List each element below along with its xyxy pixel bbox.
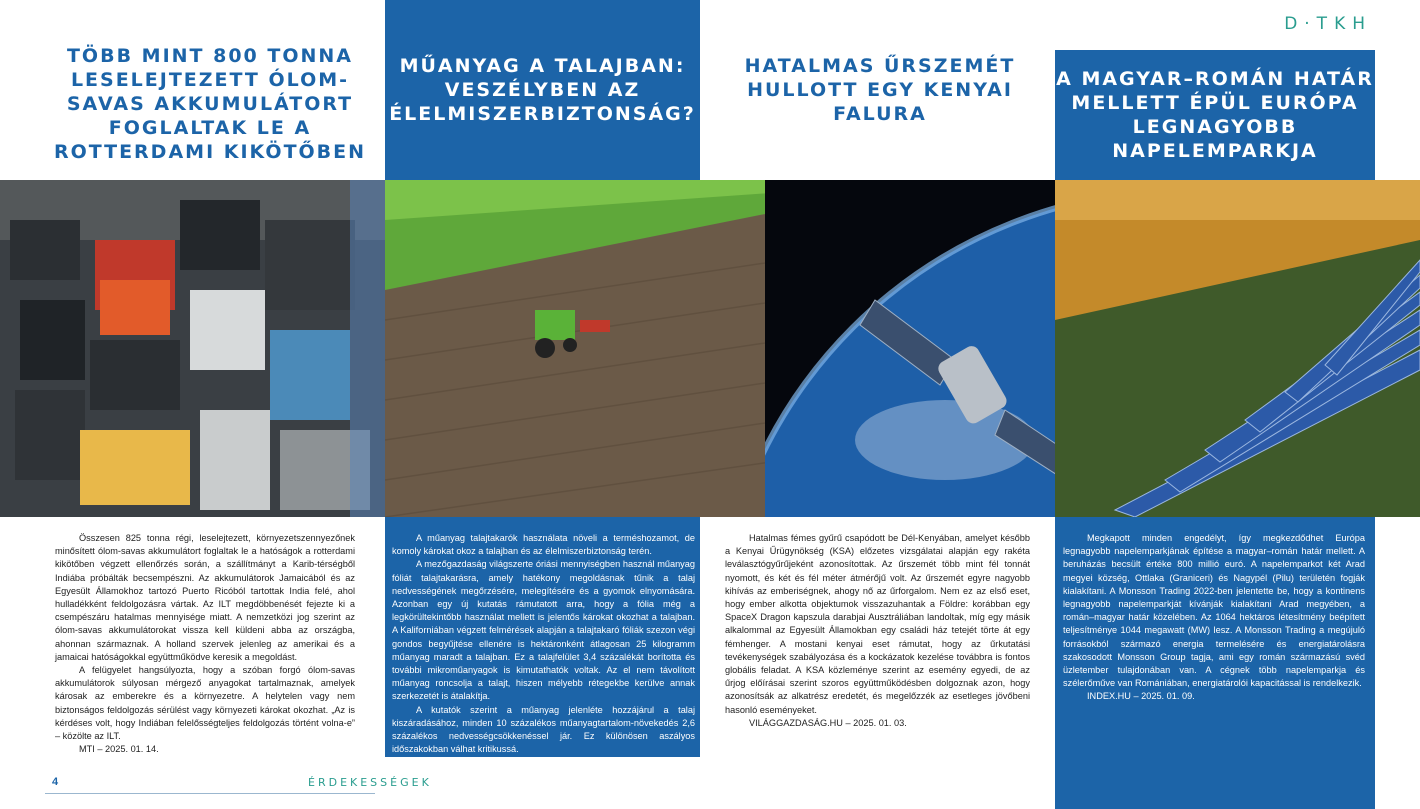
article-paragraph: Hatalmas fémes gyűrű csapódott be Dél-Kenyában, amelyet később a Kenyai Űrügynökség (KSA) előzetes vizsgálatai alapján egy rakéta leválasztógyűrűjeként azonosítottak. Az űrszemét több mint fél tonnát nyomott, és két és fél méter átmérőjű volt. Az űrszemét egyre nagyobb kihívás az emberiségnek, ahogy nő az űrforgalom. Nem ez az első eset, hogy ember alkotta objektumok visszazuhantak a Földre: korábban egy SpaceX Dragon kapszula darabjai Ausztráliában landoltak, míg egy másik alkalommal az Egyesült Államokban egy családi ház tetejét törte át egy fémhenger. A mostani kenyai eset rámutat, hogy az űrkutatási tevékenységek szabályozása és a kockázatok kezelése továbbra is fontos globális feladat. A KSA közleménye szerint az esemény egyedi, de az űrjog előírásai szerint szoros együttműködésben dolgoznak azon, hogy azonosítsák az alkatrész eredetét, és megelőzzék az esetleges jövőbeni hasonló eseményeket. bbox=[725, 533, 1030, 715]
footer-divider bbox=[45, 793, 375, 794]
article-source: VILÁGGAZDASÁG.HU – 2025. 01. 03. bbox=[749, 717, 907, 728]
article-paragraph: A mezőgazdaság világszerte óriási mennyiségben használ műanyag fóliát talajtakarásra, amely hatékony megoldásnak tűnik a talaj nedvességének megőrzésére, melegítésére és a gyomok elnyomására. Azonban egy új kutatás rámutatott arra, hogy a fólia még a legkörültekintőbb használat mellett is jelentős károkat okozhat a talajban. A Kaliforniában végzett felmérések alapján a talajtakaró fóliák szezon végi gondos begyűjtése ellenére is hektáronként átlagosan 25 kilogramm műanyag maradt a talajban. Ez a talajfelület 3,4 százalékát borította és további mikroműanyagok is kimutathatók voltak. Az el nem távolított műanyag roncsolja a talajt, hiszen mélyebb rétegekbe kerülve annak szerkezetét is átalakítja. bbox=[392, 559, 695, 702]
headline-plastic: MŰANYAG A TALAJBAN: VESZÉLYBEN AZ ÉLELMISZERBIZTONSÁG? bbox=[385, 0, 700, 180]
field-tractor-photo bbox=[385, 180, 785, 517]
section-title: ÉRDEKESSÉGEK bbox=[308, 776, 432, 789]
article-battery bbox=[55, 532, 355, 756]
article-source: INDEX.HU – 2025. 01. 09. bbox=[1087, 691, 1195, 702]
article-space-debris bbox=[725, 532, 1030, 730]
earth-satellite-photo bbox=[765, 180, 1065, 517]
photo-strip bbox=[0, 180, 1420, 517]
brand-logo: D·TKH bbox=[1284, 14, 1372, 34]
article-paragraph: A műanyag talajtakarók használata növeli a terméshozamot, de komoly károkat okoz a talajban és az élelmiszerbiztonság terén. bbox=[392, 533, 695, 557]
headline-solar-park: A MAGYAR–ROMÁN HATÁR MELLETT ÉPÜL EURÓPA LEGNAGYOBB NAPELEMPARKJA bbox=[1055, 50, 1375, 180]
solar-park-photo bbox=[1055, 180, 1420, 517]
article-paragraph: Megkapott minden engedélyt, így megkezdődhet Európa legnagyobb napelemparkjának építése a magyar–román határ mellett. A beruházás becsült értéke 800 millió euró. A napelemparkot két Arad megyei község, Ottlaka (Graniceri) és Nagypél (Pilu) területén fogják kialakítani. A Monsson Trading 2022-ben jelentette be, hogy a kontinens legnagyobb napelemparkját kívánják kialakítani Arad megyében, a román–magyar határ közelében. Az 1064 hektáros létesítmény beépített teljesítménye 1044 megawatt (MW) lesz. A Monsson Trading a megújuló forrásokból származó energia termelésére és energiatárolásra szakosodott Monsson Group tagja, ami egy román származású svéd üzletember tulajdonában van. A cégnek több napelemparkja és szélerőműve van Romániában, energiatárolói kapacitással is rendelkezik. bbox=[1063, 533, 1365, 689]
article-paragraph: Összesen 825 tonna régi, leselejtezett, környezetszennyezőnek minősített ólom-savas akkumulátort foglaltak le a hatóságok a rotterdami kikötőben végzett ellenőrzés során, a szállítmányt a Karib-térségből Indiába próbálták becsempészni. Az akkumulátorok Jamaicából és az Egyesült Államokhoz tartozó Puerto Ricóból tartottak India felé, ahol hulladékként feldolgozásra vártak. Az ILT megdöbbenését fejezte ki a csempészáru hatalmas mennyisége miatt. A nemzetközi jog szerint az ólom-savas akkumulátorokat vissza kell küldeni abba az országba, ahonnan származnak. A holland szervek jelenleg az amerikai és a jamaicai hatóságokkal együttműködve keresik a megoldást. bbox=[55, 533, 355, 662]
article-source: MTI – 2025. 01. 14. bbox=[79, 744, 159, 755]
article-plastic bbox=[392, 532, 695, 770]
article-paragraph: A felügyelet hangsúlyozta, hogy a szóban forgó ólom-savas akkumulátorok súlyosan mérgező anyagokat tartalmaznak, amelyek károsak az emberekre és a környezetre. A helytelen vagy nem biztonságos feldolgozás sérülést vagy környezeti károkat okozhat. „Az is kérdéses volt, hogy Indiában felelősségteljes feldolgozás történt volna-e” – közölte az ILT. bbox=[55, 665, 355, 742]
page-number: 4 bbox=[52, 776, 59, 788]
article-paragraph: A kutatók szerint a műanyag jelenléte hozzájárul a talaj kiszáradásához, minden 10 százalékos műanyagtartalom-növekedés 2,6 százalékos nedvességcsökkenéssel jár. Ez különösen aszályos időszakokban válhat kritikussá. bbox=[392, 704, 695, 755]
batteries-photo bbox=[0, 180, 400, 517]
article-source: AGROINFORM.HU – 2025. 01. 25. bbox=[416, 757, 559, 768]
headline-space-debris: HATALMAS ŰRSZEMÉT HULLOTT EGY KENYAI FALURA bbox=[744, 55, 1016, 125]
headline-battery: TÖBB MINT 800 TONNA LESELEJTEZETT ÓLOM-SAVAS AKKUMULÁTORT FOGLALTAK LE A ROTTERDAMI KIKÖTŐBEN bbox=[53, 45, 367, 163]
article-solar bbox=[1063, 532, 1365, 704]
